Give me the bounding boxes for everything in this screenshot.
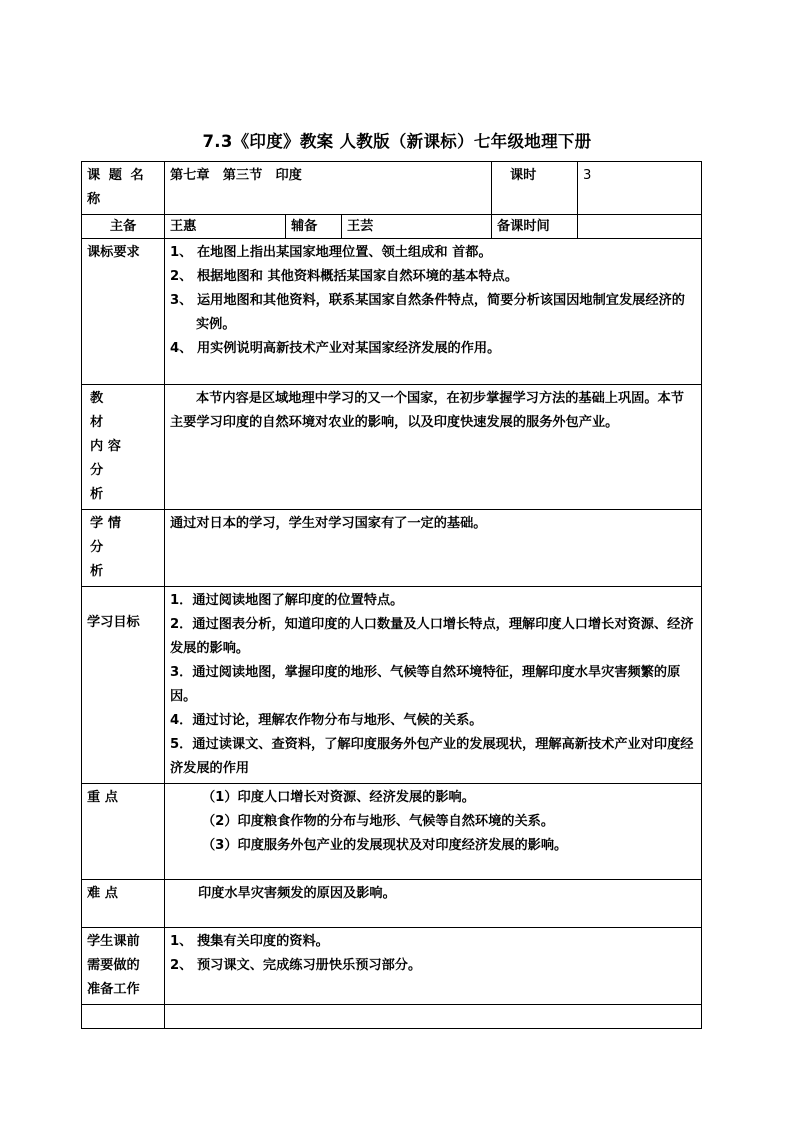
objective-item: 2．通过图表分析，知道印度的人口数量及人口增长特点，理解印度人口增长对资源、经济发展的影响。 bbox=[170, 617, 694, 656]
objectives-label: 学习目标 bbox=[82, 587, 165, 784]
objectives-row bbox=[82, 587, 702, 784]
standards-row bbox=[82, 239, 702, 385]
preparation-item: 1、 搜集有关印度的资料。 bbox=[170, 934, 329, 949]
preparation-content bbox=[165, 928, 702, 1005]
standards-content bbox=[165, 239, 702, 385]
lead-preparer-value: 王惠 bbox=[165, 215, 286, 239]
textbook-analysis: 本节内容是区域地理中学习的又一个国家，在初步掌握学习方法的基础上巩固。本节主要学习印度的自然环境对农业的影响，以及印度快速发展的服务外包产业。 bbox=[165, 385, 702, 510]
hours-label: 课时 bbox=[492, 162, 578, 215]
hours-value: 3 bbox=[578, 162, 702, 215]
difficulty-content: 印度水旱灾害频发的原因及影响。 bbox=[165, 880, 702, 928]
document-title: 7.3《印度》教案 人教版（新课标）七年级地理下册 bbox=[202, 132, 592, 151]
standards-label: 课标要求 bbox=[82, 239, 165, 385]
key-points-content bbox=[165, 784, 702, 880]
key-points-label: 重 点 bbox=[82, 784, 165, 880]
standards-item: 4、 用实例说明高新技术产业对某国家经济发展的作用。 bbox=[170, 341, 501, 356]
preparation-row bbox=[82, 928, 702, 1005]
textbook-row bbox=[82, 385, 702, 510]
objective-item: 1．通过阅读地图了解印度的位置特点。 bbox=[170, 593, 404, 608]
students-row bbox=[82, 510, 702, 587]
students-label: 学 情 分 析 bbox=[82, 510, 165, 587]
prep-time-label: 备课时间 bbox=[492, 215, 578, 239]
student-analysis: 通过对日本的学习，学生对学习国家有了一定的基础。 bbox=[165, 510, 702, 587]
textbook-label: 教 材 内 容 分 析 bbox=[82, 385, 165, 510]
assist-preparer-label: 辅备 bbox=[286, 215, 342, 239]
empty-row bbox=[82, 1005, 702, 1029]
assist-preparer-value: 王芸 bbox=[342, 215, 492, 239]
standards-item: 3、 运用地图和其他资料，联系某国家自然条件特点，简要分析该国因地制宜发展经济的实例。 bbox=[170, 293, 685, 332]
preparation-label: 学生课前 需要做的 准备工作 bbox=[82, 928, 165, 1005]
prep-row bbox=[82, 215, 702, 239]
objective-item: 3．通过阅读地图，掌握印度的地形、气候等自然环境特征，理解印度水旱灾害频繁的原因。 bbox=[170, 665, 681, 704]
preparation-item: 2、 预习课文、完成练习册快乐预习部分。 bbox=[170, 958, 422, 973]
standards-item: 2、 根据地图和 其他资料概括某国家自然环境的基本特点。 bbox=[170, 269, 519, 284]
difficulty-label: 难 点 bbox=[82, 880, 165, 928]
prep-time-value bbox=[578, 215, 702, 239]
key-point-item: （2）印度粮食作物的分布与地形、气候等自然环境的关系。 bbox=[202, 814, 555, 829]
objective-item: 4．通过讨论，理解农作物分布与地形、气候的关系。 bbox=[170, 713, 483, 728]
difficulty-row bbox=[82, 880, 702, 928]
lead-preparer-label: 主备 bbox=[82, 215, 165, 239]
standards-item: 1、 在地图上指出某国家地理位置、领土组成和 首都。 bbox=[170, 245, 492, 260]
key-point-item: （1）印度人口增长对资源、经济发展的影响。 bbox=[202, 790, 475, 805]
objective-item: 5．通过读课文、查资料，了解印度服务外包产业的发展现状，理解高新技术产业对印度经济发展的作用 bbox=[170, 737, 694, 776]
topic-value: 第七章 第三节 印度 bbox=[165, 162, 492, 215]
topic-row bbox=[82, 162, 702, 215]
empty-cell bbox=[82, 1005, 165, 1029]
objectives-content bbox=[165, 587, 702, 784]
key-point-item: （3）印度服务外包产业的发展现状及对印度经济发展的影响。 bbox=[202, 838, 568, 853]
empty-cell bbox=[165, 1005, 702, 1029]
lesson-plan-table bbox=[81, 161, 702, 1029]
key-points-row bbox=[82, 784, 702, 880]
topic-label: 课 题 名 称 bbox=[82, 162, 165, 215]
